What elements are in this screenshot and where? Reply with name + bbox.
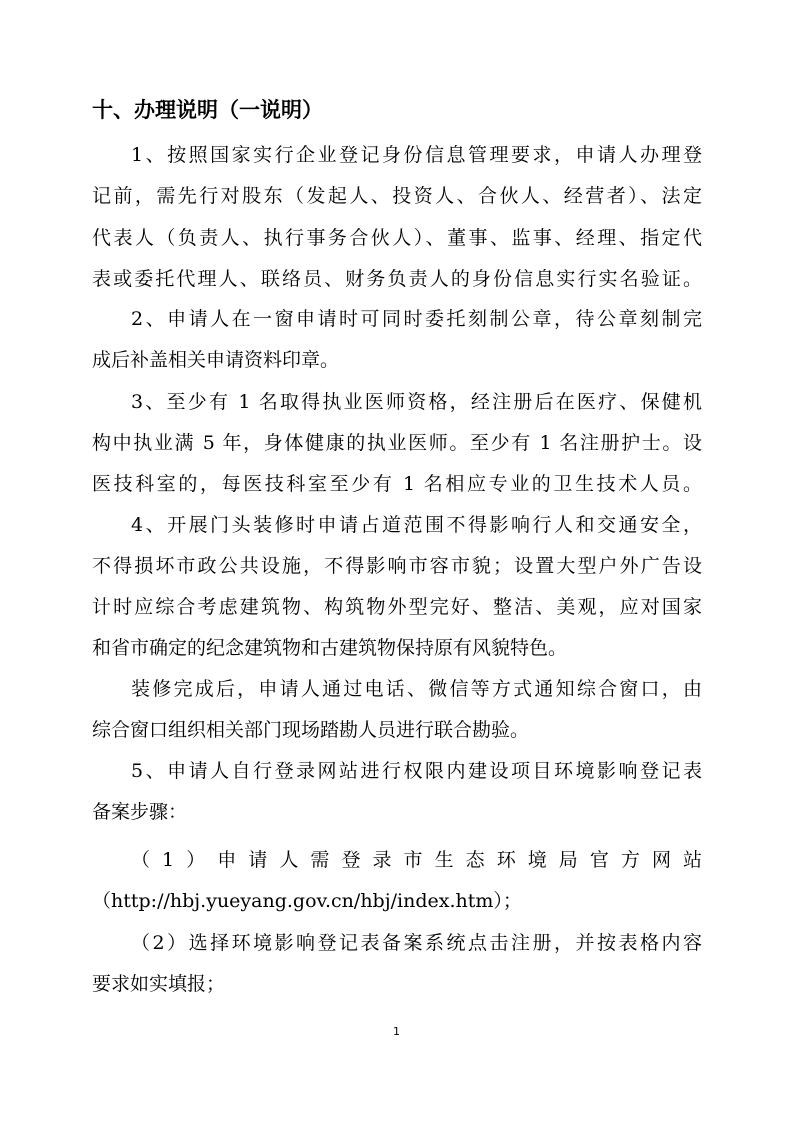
paragraph-line: 装修完成后，申请人通过电话、微信等方式通知综合窗口，由 (131, 678, 702, 700)
paragraph-line: （1）申请人需登录市生态环境局官方网站 (131, 849, 702, 871)
paragraph-line: 3、至少有 1 名取得执业医师资格，经注册后在医疗、保健机 (131, 391, 702, 413)
paragraph-line: 5、申请人自行登录网站进行权限内建设项目环境影响登记表 (131, 760, 702, 782)
paragraph-line: （http://hbj.yueyang.gov.cn/hbj/index.htm）； (92, 890, 522, 912)
paragraph-line: （2）选择环境影响登记表备案系统点击注册，并按表格内容 (131, 932, 702, 954)
paragraph-line: 4、开展门头装修时申请占道范围不得影响行人和交通安全， (131, 514, 702, 536)
paragraph-line: 成后补盖相关申请资料印章。 (92, 349, 340, 371)
paragraph-line: 综合窗口组织相关部门现场踏勘人员进行联合勘验。 (92, 719, 530, 741)
section-heading: 十、办理说明（一说明） (92, 98, 323, 122)
paragraph-line: 备案步骤： (92, 801, 188, 823)
paragraph-line: 构中执业满 5 年，身体健康的执业医师。至少有 1 名注册护士。设 (92, 432, 702, 454)
paragraph-line: 医技科室的，每医技科室至少有 1 名相应专业的卫生技术人员。 (92, 473, 702, 495)
paragraph-line: 计时应综合考虑建筑物、构筑物外型完好、整洁、美观，应对国家 (92, 596, 702, 618)
paragraph-line: 记前，需先行对股东（发起人、投资人、合伙人、经营者）、法定 (92, 185, 702, 207)
page-number: 1 (393, 1025, 400, 1038)
paragraph-line: 代表人（负责人、执行事务合伙人）、董事、监事、经理、指定代 (92, 227, 702, 249)
paragraph-line: 表或委托代理人、联络员、财务负责人的身份信息实行实名验证。 (92, 268, 702, 290)
paragraph-line: 不得损坏市政公共设施，不得影响市容市貌；设置大型户外广告设 (92, 555, 702, 577)
paragraph-line: 1、按照国家实行企业登记身份信息管理要求，申请人办理登 (131, 144, 702, 166)
paragraph-line: 2、申请人在一窗申请时可同时委托刻制公章，待公章刻制完 (131, 308, 702, 330)
paragraph-line: 要求如实填报； (92, 973, 226, 995)
paragraph-line: 和省市确定的纪念建筑物和古建筑物保持原有风貌特色。 (92, 637, 568, 659)
